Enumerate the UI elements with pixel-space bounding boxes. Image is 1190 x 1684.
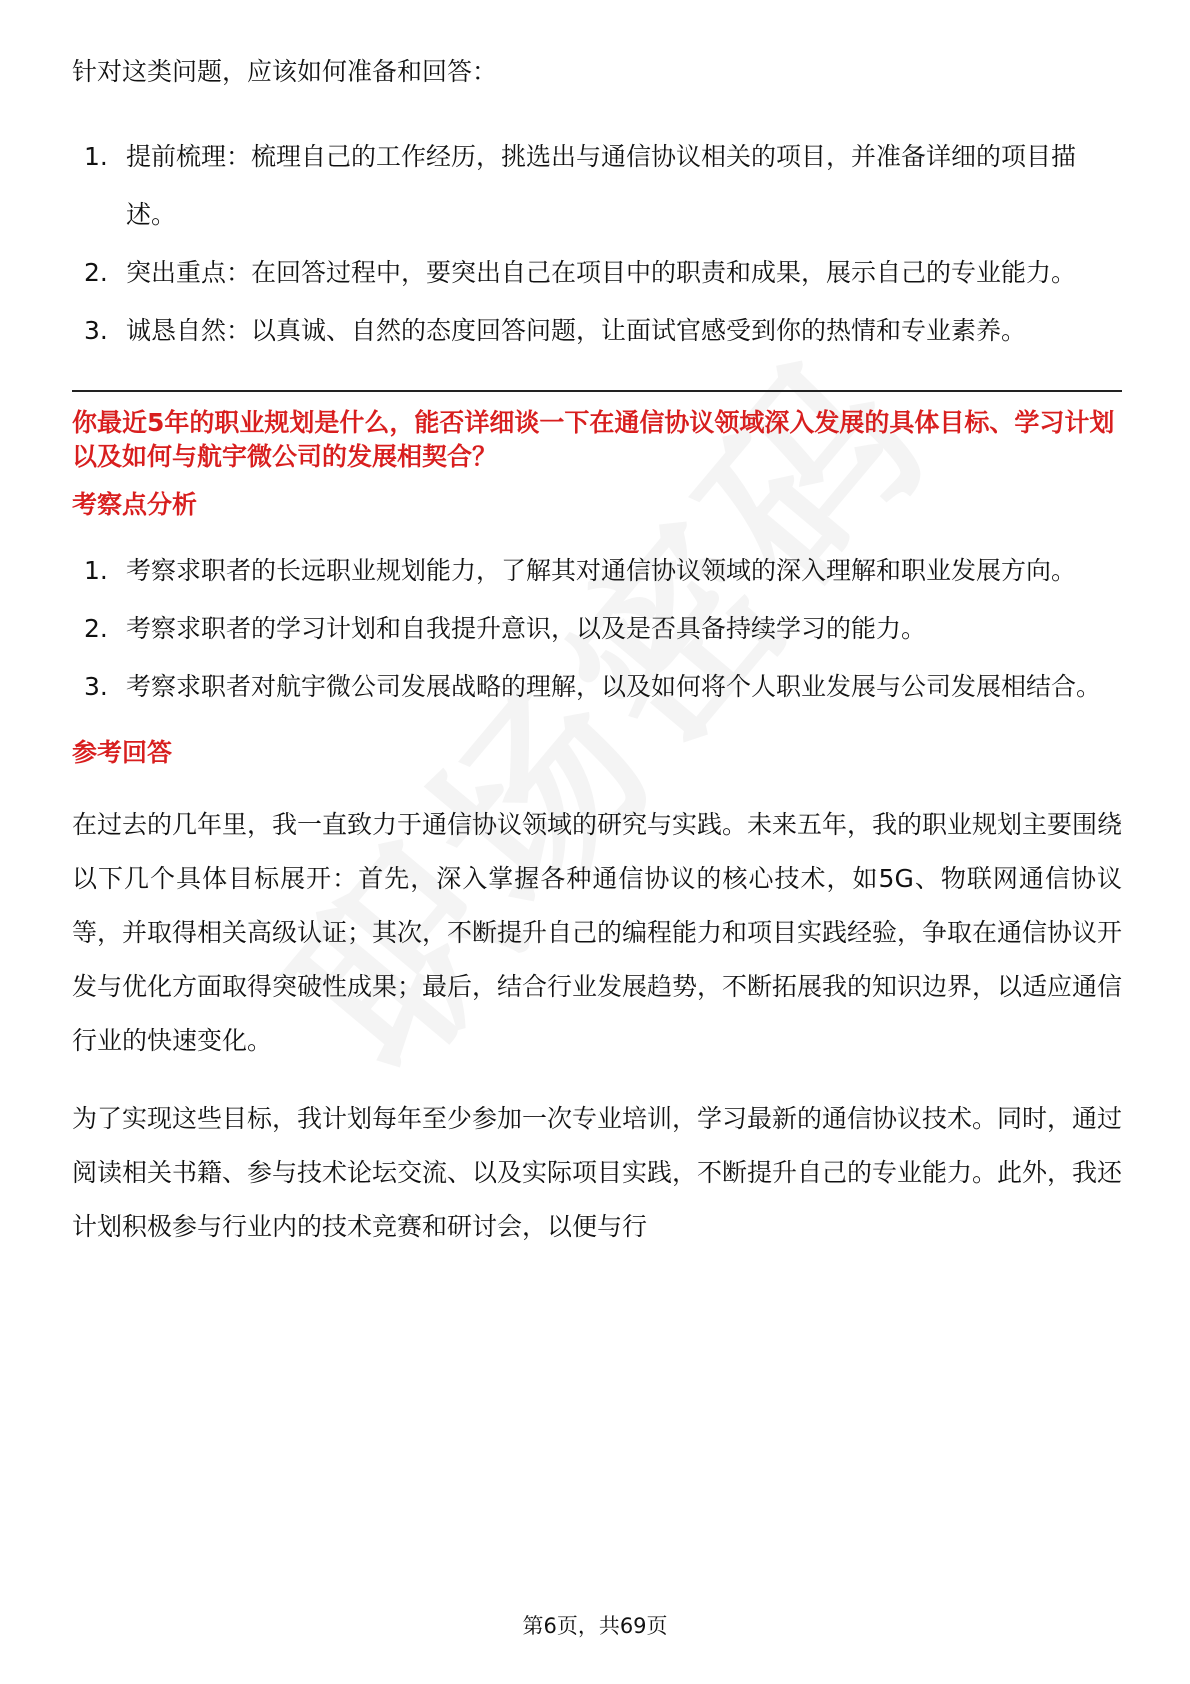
list-text: 诚恳自然：以真诚、自然的态度回答问题，让面试官感受到你的热情和专业素养。 (126, 316, 1027, 345)
answer-paragraph: 在过去的几年里，我一直致力于通信协议领域的研究与实践。未来五年，我的职业规划主要围绕以下几个具体目标展开：首先，深入掌握各种通信协议的核心技术，如5G、物联网通信协议等，并取得相关高级认证；其次，不断提升自己的编程能力和项目实践经验，争取在通信协议开发与优化方面取得突破性成果；最后，结合行业发展趋势，不断拓展我的知识边界，以适应通信行业的快速变化。 (72, 810, 1123, 1055)
list-number: 3. (84, 672, 108, 701)
list-item (72, 302, 1122, 360)
list-item (72, 244, 1122, 302)
page-number-footer: 第6页，共69页 (522, 1614, 668, 1638)
list-number: 1. (84, 556, 108, 585)
answer-paragraph: 为了实现这些目标，我计划每年至少参加一次专业培训，学习最新的通信协议技术。同时，通过阅读相关书籍、参与技术论坛交流、以及实际项目实践，不断提升自己的专业能力。此外，我还计划积极参与行业内的技术竞赛和研讨会，以便与行 (72, 1104, 1123, 1241)
list-text: 突出重点：在回答过程中，要突出自己在项目中的职责和成果，展示自己的专业能力。 (126, 258, 1077, 287)
list-number: 1. (84, 142, 108, 171)
list-item (72, 600, 1122, 658)
list-text: 提前梳理：梳理自己的工作经历，挑选出与通信协议相关的项目，并准备详细的项目描述。 (126, 142, 1077, 229)
section-divider (72, 390, 1122, 392)
list-item (72, 542, 1122, 600)
analysis-list (72, 542, 1122, 716)
prep-intro: 针对这类问题，应该如何准备和回答： (72, 57, 498, 86)
list-number: 3. (84, 316, 108, 345)
list-text: 考察求职者对航宇微公司发展战略的理解，以及如何将个人职业发展与公司发展相结合。 (126, 672, 1102, 701)
list-item (72, 658, 1122, 716)
list-text: 考察求职者的长远职业规划能力，了解其对通信协议领域的深入理解和职业发展方向。 (126, 556, 1077, 585)
answer-title: 参考回答 (72, 738, 173, 767)
prep-list (72, 128, 1122, 360)
list-number: 2. (84, 614, 108, 643)
question-heading: 你最近5年的职业规划是什么，能否详细谈一下在通信协议领域深入发展的具体目标、学习计划以及如何与航宇微公司的发展相契合？ (72, 408, 1115, 471)
list-item (72, 128, 1122, 244)
list-text: 考察求职者的学习计划和自我提升意识，以及是否具备持续学习的能力。 (126, 614, 927, 643)
list-number: 2. (84, 258, 108, 287)
page-content (72, 56, 1122, 1278)
analysis-title: 考察点分析 (72, 490, 198, 519)
